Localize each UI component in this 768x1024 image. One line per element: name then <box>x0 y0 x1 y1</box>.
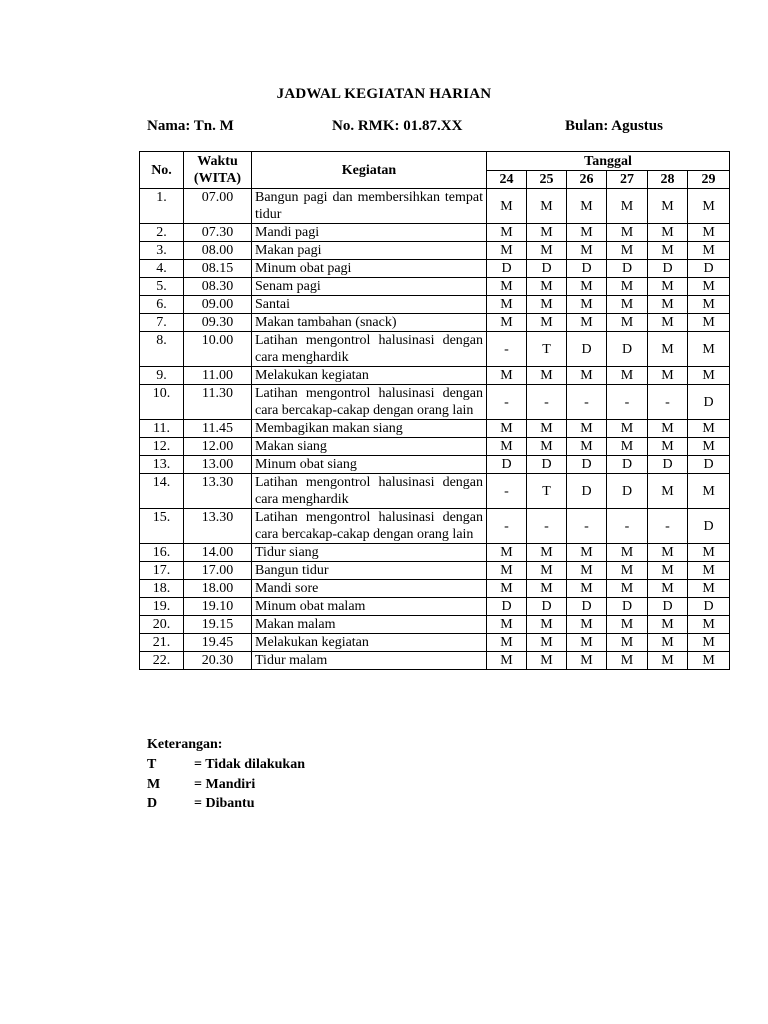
row-number: 15. <box>140 509 184 544</box>
row-activity: Mandi sore <box>252 580 487 598</box>
legend-description: = Dibantu <box>194 796 255 811</box>
row-time: 19.10 <box>184 598 252 616</box>
row-time: 07.30 <box>184 224 252 242</box>
row-status-cell: M <box>567 438 607 456</box>
row-activity: Makan tambahan (snack) <box>252 314 487 332</box>
row-time: 12.00 <box>184 438 252 456</box>
row-status-cell: M <box>527 296 567 314</box>
row-status-cell: D <box>688 260 730 278</box>
row-activity: Melakukan kegiatan <box>252 367 487 385</box>
patient-name: Nama: Tn. M <box>147 118 234 134</box>
row-time: 17.00 <box>184 562 252 580</box>
row-status-cell: - <box>607 385 648 420</box>
row-time: 08.15 <box>184 260 252 278</box>
row-status-cell: M <box>688 296 730 314</box>
table-row <box>140 509 730 544</box>
row-status-cell: - <box>487 509 527 544</box>
table-row <box>140 242 730 260</box>
header-day-25: 25 <box>527 171 567 189</box>
row-status-cell: D <box>688 456 730 474</box>
row-status-cell: D <box>527 598 567 616</box>
header-waktu: Waktu (WITA) <box>184 152 252 189</box>
row-status-cell: D <box>607 260 648 278</box>
row-status-cell: D <box>527 260 567 278</box>
row-status-cell: M <box>688 224 730 242</box>
row-time: 14.00 <box>184 544 252 562</box>
row-activity: Makan siang <box>252 438 487 456</box>
table-row <box>140 189 730 224</box>
row-status-cell: M <box>648 242 688 260</box>
row-activity: Latihan mengontrol halusinasi dengan cara menghardik <box>252 332 487 367</box>
header-day-24: 24 <box>487 171 527 189</box>
row-status-cell: M <box>567 278 607 296</box>
row-status-cell: M <box>648 652 688 670</box>
row-status-cell: - <box>487 385 527 420</box>
row-time: 13.30 <box>184 474 252 509</box>
table-row <box>140 616 730 634</box>
row-number: 1. <box>140 189 184 224</box>
row-status-cell: M <box>607 616 648 634</box>
row-time: 19.15 <box>184 616 252 634</box>
row-status-cell: M <box>487 438 527 456</box>
row-number: 11. <box>140 420 184 438</box>
row-status-cell: M <box>607 296 648 314</box>
row-status-cell: M <box>688 420 730 438</box>
row-number: 13. <box>140 456 184 474</box>
row-status-cell: D <box>487 456 527 474</box>
row-activity: Minum obat pagi <box>252 260 487 278</box>
row-status-cell: M <box>688 634 730 652</box>
row-status-cell: - <box>527 385 567 420</box>
legend <box>147 737 305 814</box>
row-activity: Tidur malam <box>252 652 487 670</box>
row-status-cell: M <box>487 296 527 314</box>
legend-item <box>147 775 305 795</box>
row-status-cell: M <box>607 562 648 580</box>
row-time: 10.00 <box>184 332 252 367</box>
row-status-cell: M <box>648 420 688 438</box>
row-number: 22. <box>140 652 184 670</box>
row-status-cell: M <box>527 242 567 260</box>
table-row <box>140 456 730 474</box>
row-activity: Makan pagi <box>252 242 487 260</box>
row-status-cell: M <box>648 296 688 314</box>
row-status-cell: M <box>607 314 648 332</box>
table-row <box>140 438 730 456</box>
row-status-cell: - <box>487 332 527 367</box>
row-activity: Latihan mengontrol halusinasi dengan cara bercakap-cakap dengan orang lain <box>252 385 487 420</box>
row-status-cell: M <box>648 314 688 332</box>
row-status-cell: M <box>567 314 607 332</box>
table-row <box>140 224 730 242</box>
row-status-cell: M <box>648 634 688 652</box>
row-status-cell: M <box>688 562 730 580</box>
row-number: 3. <box>140 242 184 260</box>
row-number: 2. <box>140 224 184 242</box>
row-status-cell: M <box>527 278 567 296</box>
table-row <box>140 652 730 670</box>
row-status-cell: M <box>648 616 688 634</box>
row-status-cell: M <box>487 367 527 385</box>
row-status-cell: D <box>487 260 527 278</box>
row-status-cell: M <box>688 544 730 562</box>
row-number: 7. <box>140 314 184 332</box>
row-status-cell: - <box>607 509 648 544</box>
row-status-cell: M <box>527 580 567 598</box>
row-status-cell: M <box>527 420 567 438</box>
row-status-cell: M <box>607 224 648 242</box>
row-time: 07.00 <box>184 189 252 224</box>
row-time: 09.30 <box>184 314 252 332</box>
row-status-cell: - <box>648 385 688 420</box>
row-status-cell: - <box>527 509 567 544</box>
row-status-cell: D <box>487 598 527 616</box>
row-status-cell: M <box>567 544 607 562</box>
row-status-cell: M <box>567 652 607 670</box>
row-status-cell: M <box>688 332 730 367</box>
row-status-cell: M <box>487 580 527 598</box>
row-status-cell: M <box>607 278 648 296</box>
legend-title: Keterangan: <box>147 737 223 752</box>
row-status-cell: M <box>527 189 567 224</box>
row-activity: Minum obat malam <box>252 598 487 616</box>
row-status-cell: M <box>648 332 688 367</box>
row-activity: Mandi pagi <box>252 224 487 242</box>
row-number: 14. <box>140 474 184 509</box>
row-status-cell: D <box>648 456 688 474</box>
row-activity: Santai <box>252 296 487 314</box>
row-number: 8. <box>140 332 184 367</box>
row-number: 12. <box>140 438 184 456</box>
row-activity: Bangun pagi dan membersihkan tempat tidur <box>252 189 487 224</box>
row-status-cell: M <box>688 242 730 260</box>
header-no: No. <box>140 152 184 189</box>
row-status-cell: M <box>648 438 688 456</box>
row-number: 4. <box>140 260 184 278</box>
table-row <box>140 544 730 562</box>
legend-item <box>147 755 305 775</box>
row-status-cell: M <box>487 242 527 260</box>
row-status-cell: D <box>607 598 648 616</box>
table-row <box>140 367 730 385</box>
row-status-cell: M <box>648 224 688 242</box>
row-status-cell: - <box>567 509 607 544</box>
row-number: 10. <box>140 385 184 420</box>
row-status-cell: D <box>527 456 567 474</box>
row-status-cell: M <box>487 189 527 224</box>
row-number: 17. <box>140 562 184 580</box>
row-status-cell: D <box>648 260 688 278</box>
row-status-cell: M <box>487 314 527 332</box>
row-status-cell: M <box>527 438 567 456</box>
row-status-cell: M <box>487 224 527 242</box>
row-status-cell: M <box>648 474 688 509</box>
row-status-cell: M <box>567 224 607 242</box>
row-status-cell: T <box>527 474 567 509</box>
legend-description: = Mandiri <box>194 776 256 792</box>
header-kegiatan: Kegiatan <box>252 152 487 189</box>
row-status-cell: M <box>607 580 648 598</box>
table-row <box>140 420 730 438</box>
row-status-cell: M <box>527 224 567 242</box>
table-row <box>140 278 730 296</box>
row-status-cell: D <box>607 474 648 509</box>
row-time: 19.45 <box>184 634 252 652</box>
table-row <box>140 314 730 332</box>
row-time: 08.00 <box>184 242 252 260</box>
row-status-cell: M <box>688 189 730 224</box>
row-number: 21. <box>140 634 184 652</box>
legend-key: M <box>147 776 161 792</box>
row-status-cell: M <box>527 652 567 670</box>
row-status-cell: D <box>688 598 730 616</box>
schedule-table <box>139 151 730 670</box>
row-status-cell: M <box>527 367 567 385</box>
row-status-cell: M <box>487 652 527 670</box>
row-activity: Senam pagi <box>252 278 487 296</box>
row-number: 9. <box>140 367 184 385</box>
row-status-cell: M <box>688 278 730 296</box>
row-time: 11.00 <box>184 367 252 385</box>
medical-record-number: No. RMK: 01.87.XX <box>332 118 463 134</box>
row-activity: Latihan mengontrol halusinasi dengan cara menghardik <box>252 474 487 509</box>
row-status-cell: D <box>688 385 730 420</box>
row-status-cell: M <box>567 580 607 598</box>
row-status-cell: M <box>527 314 567 332</box>
row-status-cell: D <box>567 456 607 474</box>
row-number: 6. <box>140 296 184 314</box>
row-status-cell: M <box>567 367 607 385</box>
row-time: 18.00 <box>184 580 252 598</box>
row-status-cell: M <box>688 438 730 456</box>
row-status-cell: D <box>567 474 607 509</box>
row-status-cell: M <box>487 616 527 634</box>
row-status-cell: D <box>648 598 688 616</box>
row-status-cell: M <box>567 296 607 314</box>
row-status-cell: M <box>567 189 607 224</box>
row-status-cell: D <box>607 332 648 367</box>
row-status-cell: T <box>527 332 567 367</box>
row-activity: Minum obat siang <box>252 456 487 474</box>
row-time: 13.30 <box>184 509 252 544</box>
row-status-cell: D <box>688 509 730 544</box>
row-status-cell: M <box>648 367 688 385</box>
table-row <box>140 474 730 509</box>
legend-key: D <box>147 796 158 811</box>
legend-description: = Tidak dilakukan <box>194 757 305 772</box>
row-status-cell: D <box>607 456 648 474</box>
row-status-cell: M <box>688 652 730 670</box>
header-day-26: 26 <box>567 171 607 189</box>
row-activity: Bangun tidur <box>252 562 487 580</box>
row-number: 5. <box>140 278 184 296</box>
row-status-cell: D <box>567 598 607 616</box>
row-status-cell: D <box>567 332 607 367</box>
row-status-cell: D <box>567 260 607 278</box>
month-label: Bulan: Agustus <box>565 118 663 134</box>
row-status-cell: M <box>607 652 648 670</box>
row-status-cell: M <box>487 634 527 652</box>
row-status-cell: M <box>487 278 527 296</box>
row-activity: Melakukan kegiatan <box>252 634 487 652</box>
row-number: 19. <box>140 598 184 616</box>
row-status-cell: M <box>648 544 688 562</box>
row-status-cell: M <box>688 314 730 332</box>
header-day-29: 29 <box>688 171 730 189</box>
row-time: 20.30 <box>184 652 252 670</box>
table-row <box>140 634 730 652</box>
row-status-cell: M <box>607 438 648 456</box>
row-status-cell: - <box>487 474 527 509</box>
row-activity: Tidur siang <box>252 544 487 562</box>
row-status-cell: M <box>688 367 730 385</box>
row-time: 11.30 <box>184 385 252 420</box>
row-activity: Latihan mengontrol halusinasi dengan cara bercakap-cakap dengan orang lain <box>252 509 487 544</box>
row-status-cell: M <box>607 367 648 385</box>
row-number: 20. <box>140 616 184 634</box>
row-status-cell: - <box>567 385 607 420</box>
row-status-cell: M <box>648 562 688 580</box>
row-status-cell: M <box>607 420 648 438</box>
row-status-cell: M <box>487 544 527 562</box>
row-status-cell: M <box>567 616 607 634</box>
header-day-28: 28 <box>648 171 688 189</box>
row-time: 11.45 <box>184 420 252 438</box>
row-status-cell: M <box>607 634 648 652</box>
row-status-cell: M <box>607 189 648 224</box>
row-status-cell: M <box>567 420 607 438</box>
row-number: 18. <box>140 580 184 598</box>
table-row <box>140 562 730 580</box>
table-row <box>140 296 730 314</box>
row-status-cell: M <box>487 562 527 580</box>
row-number: 16. <box>140 544 184 562</box>
row-status-cell: M <box>567 562 607 580</box>
row-time: 08.30 <box>184 278 252 296</box>
header-day-27: 27 <box>607 171 648 189</box>
legend-item <box>147 794 305 814</box>
table-row <box>140 598 730 616</box>
row-status-cell: M <box>648 278 688 296</box>
row-status-cell: M <box>648 189 688 224</box>
row-time: 09.00 <box>184 296 252 314</box>
row-activity: Membagikan makan siang <box>252 420 487 438</box>
row-status-cell: M <box>487 420 527 438</box>
row-status-cell: M <box>607 242 648 260</box>
table-row <box>140 332 730 367</box>
row-status-cell: M <box>527 544 567 562</box>
row-status-cell: M <box>688 616 730 634</box>
table-row <box>140 385 730 420</box>
table-row <box>140 580 730 598</box>
row-status-cell: M <box>527 634 567 652</box>
row-status-cell: M <box>688 474 730 509</box>
row-status-cell: M <box>648 580 688 598</box>
row-status-cell: M <box>688 580 730 598</box>
row-status-cell: M <box>527 562 567 580</box>
row-activity: Makan malam <box>252 616 487 634</box>
header-tanggal: Tanggal <box>487 152 730 171</box>
row-status-cell: M <box>567 634 607 652</box>
row-status-cell: M <box>607 544 648 562</box>
document-title: JADWAL KEGIATAN HARIAN <box>276 86 492 102</box>
row-status-cell: M <box>527 616 567 634</box>
row-status-cell: M <box>567 242 607 260</box>
table-row <box>140 260 730 278</box>
row-status-cell: - <box>648 509 688 544</box>
row-time: 13.00 <box>184 456 252 474</box>
legend-key: T <box>147 757 157 772</box>
